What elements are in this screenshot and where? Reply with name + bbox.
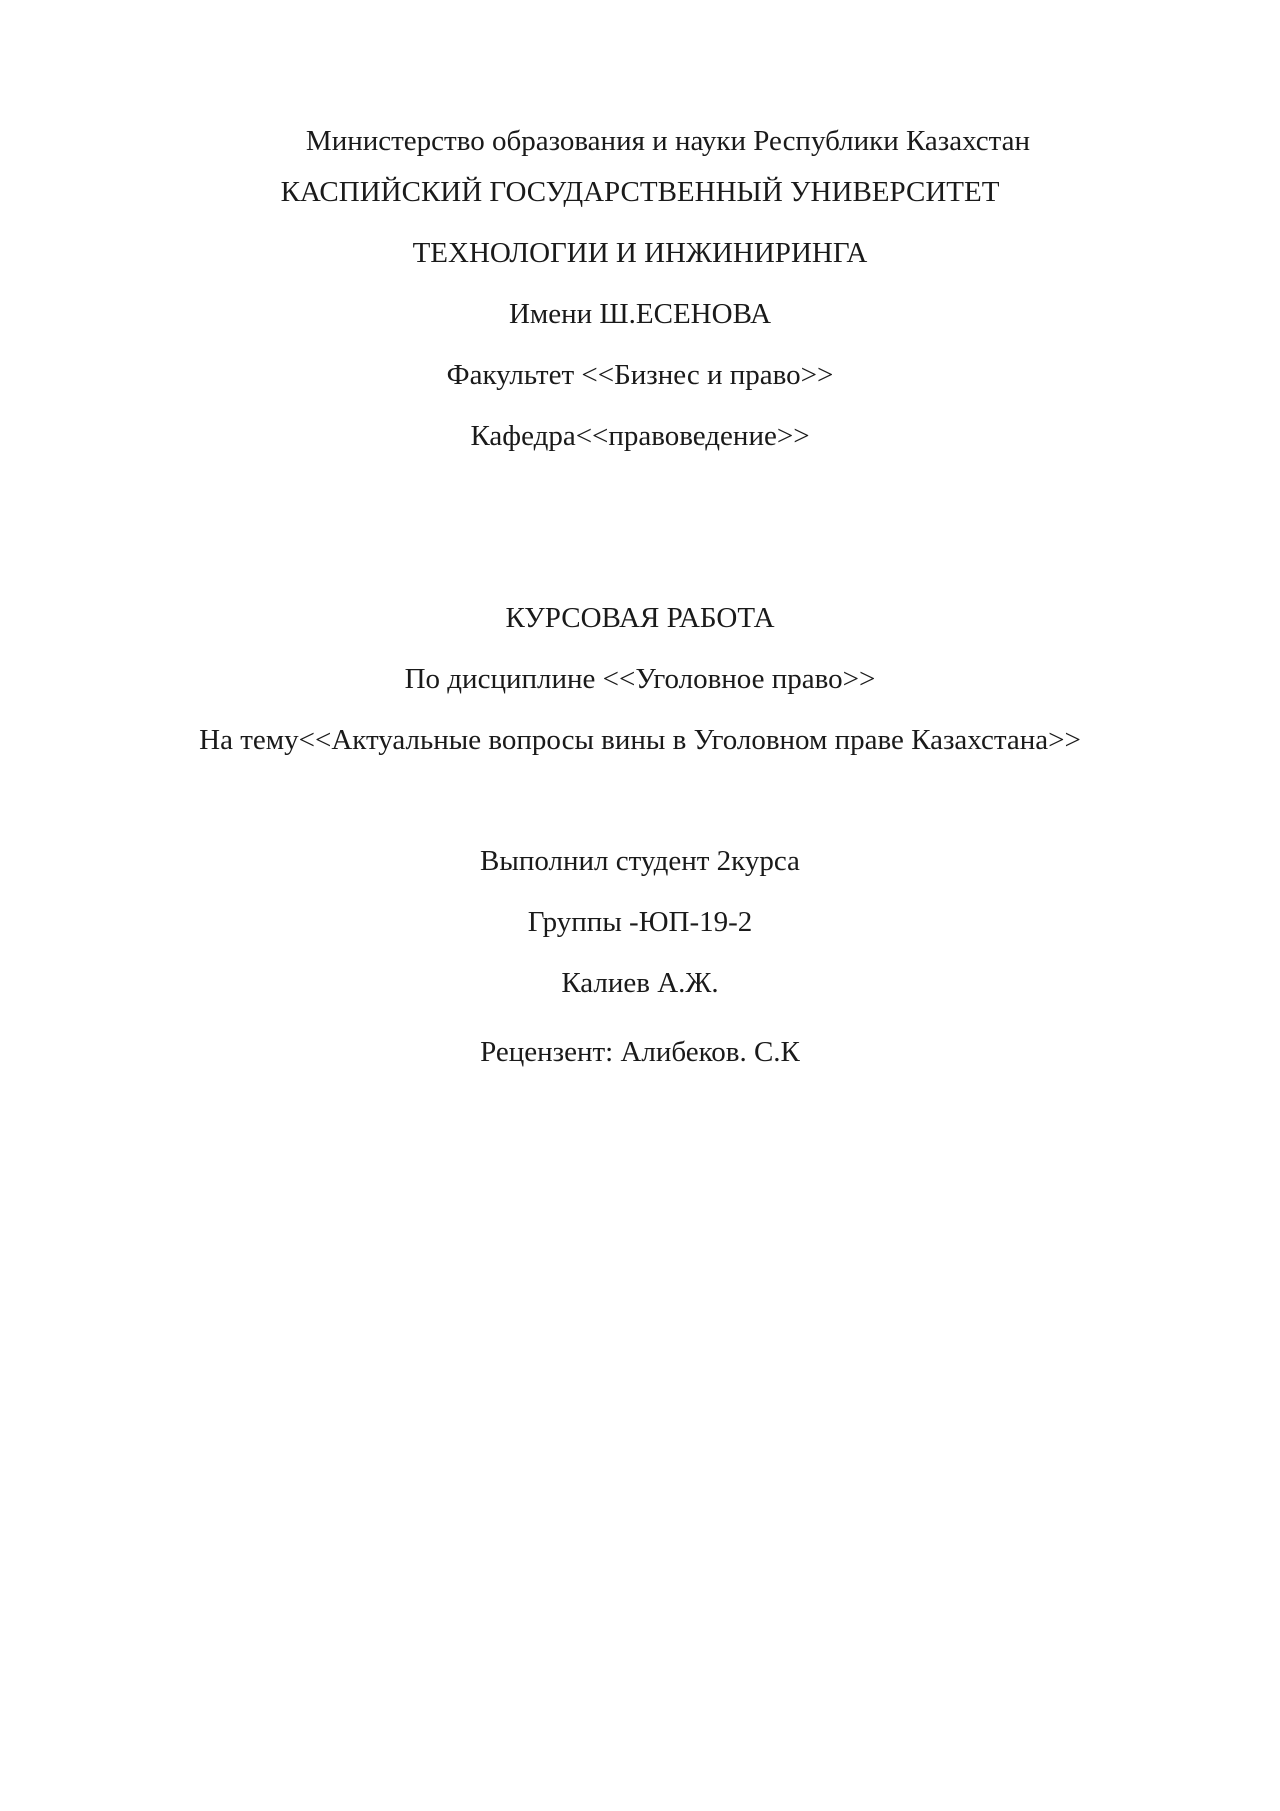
student-line: Выполнил студент 2курса xyxy=(480,845,800,877)
university-name-line-1: КАСПИЙСКИЙ ГОСУДАРСТВЕННЫЙ УНИВЕРСИТЕТ xyxy=(280,176,1000,208)
faculty-line: Факультет <<Бизнес и право>> xyxy=(446,359,834,391)
university-name-line-2: ТЕХНОЛОГИИ И ИНЖИНИРИНГА xyxy=(412,237,868,269)
discipline-line: По дисциплине <<Уголовное право>> xyxy=(404,663,876,695)
ministry-line: Министерство образования и науки Республики Казахстан xyxy=(305,125,1031,157)
author-name: Калиев А.Ж. xyxy=(561,967,719,999)
work-type-title: КУРСОВАЯ РАБОТА xyxy=(505,602,775,634)
group-line: Группы -ЮП-19-2 xyxy=(527,906,753,938)
university-namesake: Имени Ш.ЕСЕНОВА xyxy=(508,298,772,330)
department-line: Кафедра<<правоведение>> xyxy=(470,420,810,452)
topic-line: На тему<<Актуальные вопросы вины в Уголовном праве Казахстана>> xyxy=(199,724,1081,756)
reviewer-line: Рецензент: Алибеков. С.К xyxy=(480,1036,800,1068)
